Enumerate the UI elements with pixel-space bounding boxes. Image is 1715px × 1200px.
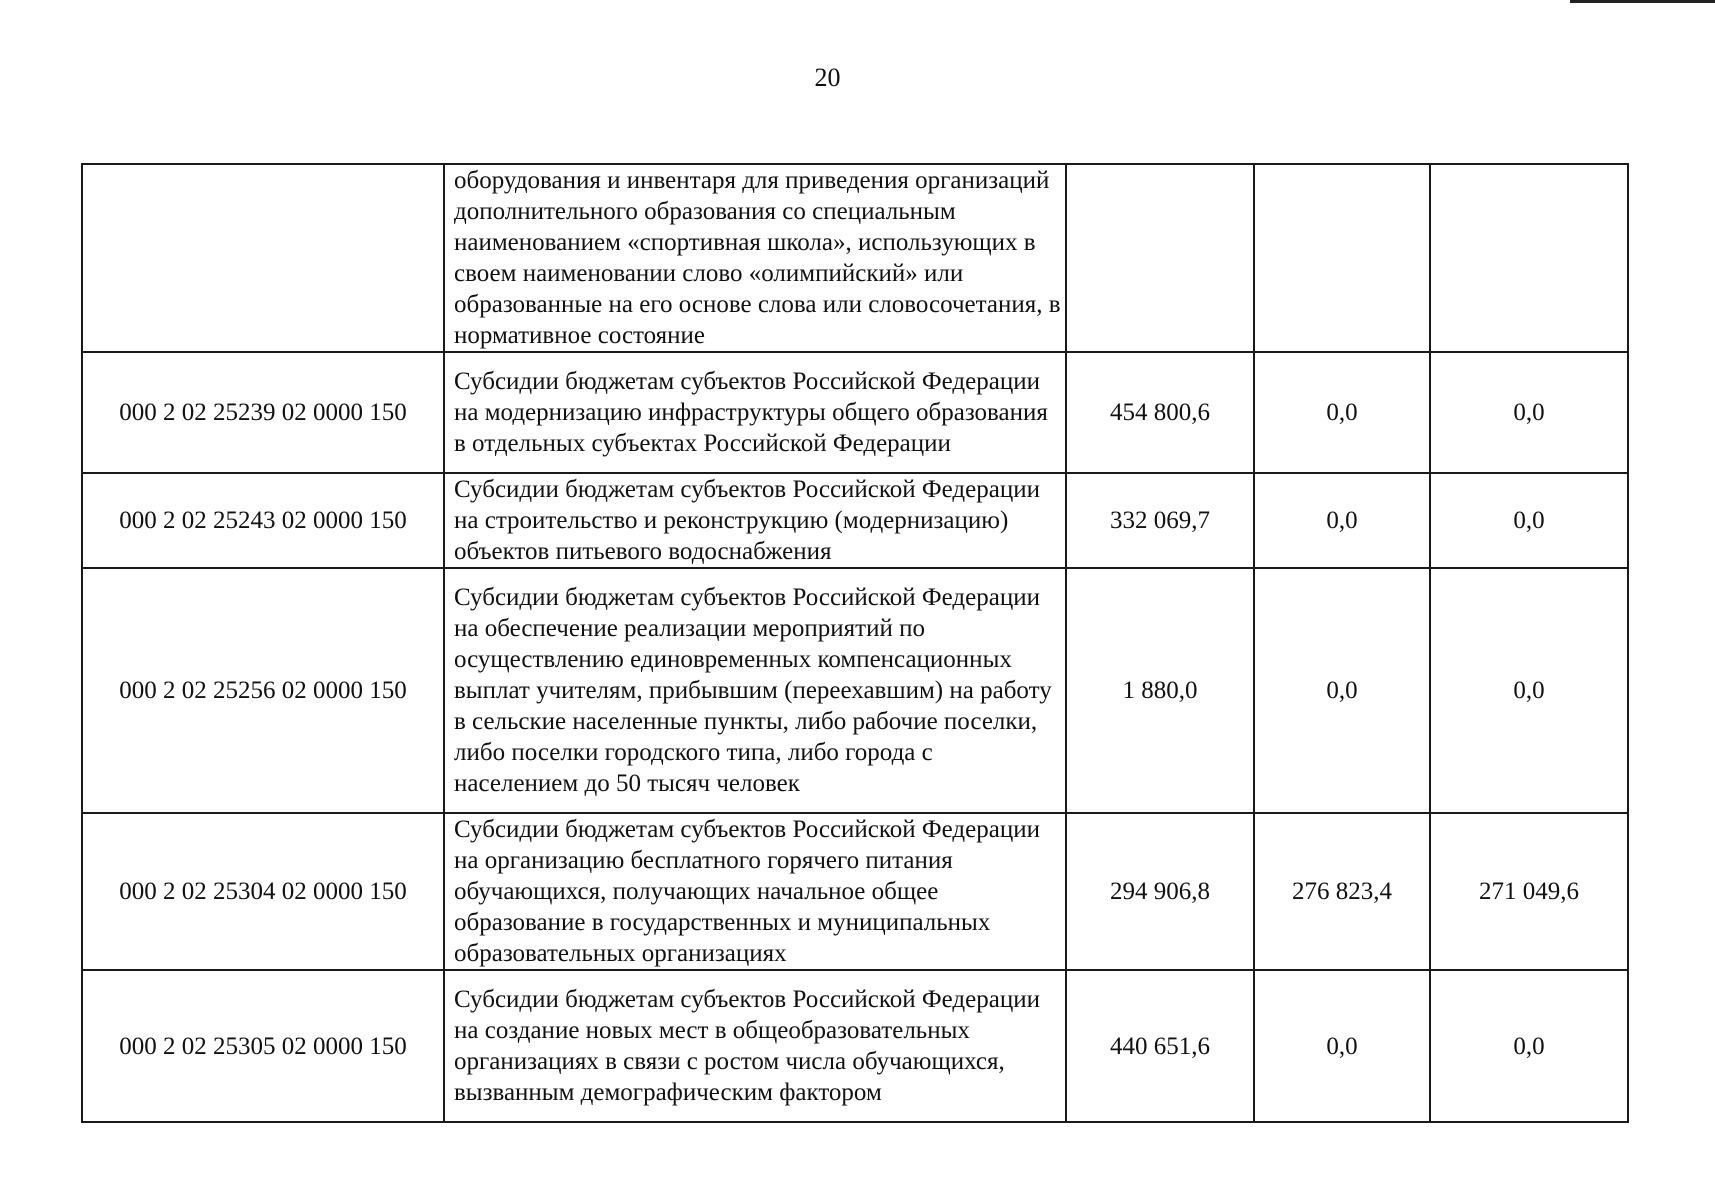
page-number: 20 (814, 63, 841, 92)
amount-year-3-cell: 0,0 (1430, 568, 1628, 813)
amount-year-2-cell: 0,0 (1254, 970, 1430, 1122)
table-row (82, 970, 1628, 1122)
table-row (82, 164, 1628, 352)
amount-year-3-cell (1430, 164, 1628, 352)
description-cell: Субсидии бюджетам субъектов Российской Федерации на обеспечение реализации мероприятий по осуществлению единовременных компенсационных выплат учителям, прибывшим (переехавшим) на работу в сельские населенные пункты, либо рабочие поселки, либо поселки городского типа, либо города с населением до 50 тысяч человек (444, 568, 1066, 813)
budget-code-cell: 000 2 02 25304 02 0000 150 (82, 813, 444, 970)
amount-year-1-cell: 294 906,8 (1066, 813, 1254, 970)
amount-year-1-cell: 440 651,6 (1066, 970, 1254, 1122)
description-cell: Субсидии бюджетам субъектов Российской Федерации на строительство и реконструкцию (модернизацию) объектов питьевого водоснабжения (444, 473, 1066, 568)
table-row (82, 473, 1628, 568)
amount-year-3-cell: 0,0 (1430, 473, 1628, 568)
amount-year-2-cell (1254, 164, 1430, 352)
amount-year-3-cell: 0,0 (1430, 352, 1628, 473)
amount-year-2-cell: 0,0 (1254, 473, 1430, 568)
budget-revenue-table (81, 163, 1629, 1123)
amount-year-1-cell: 1 880,0 (1066, 568, 1254, 813)
table-row (82, 813, 1628, 970)
amount-year-1-cell (1066, 164, 1254, 352)
budget-code-cell: 000 2 02 25256 02 0000 150 (82, 568, 444, 813)
scan-edge-mark (1570, 0, 1715, 3)
amount-year-2-cell: 0,0 (1254, 352, 1430, 473)
amount-year-1-cell: 454 800,6 (1066, 352, 1254, 473)
budget-code-cell: 000 2 02 25243 02 0000 150 (82, 473, 444, 568)
description-cell: оборудования и инвентаря для приведения организаций дополнительного образования со специальным наименованием «спортивная школа», использующих в своем наименовании слово «олимпийский» или образованные на его основе слова или словосочетания, в нормативное состояние (444, 164, 1066, 352)
budget-code-cell (82, 164, 444, 352)
description-cell: Субсидии бюджетам субъектов Российской Федерации на модернизацию инфраструктуры общего образования в отдельных субъектах Российской Федерации (444, 352, 1066, 473)
table-row (82, 568, 1628, 813)
amount-year-3-cell: 0,0 (1430, 970, 1628, 1122)
amount-year-3-cell: 271 049,6 (1430, 813, 1628, 970)
description-cell: Субсидии бюджетам субъектов Российской Федерации на организацию бесплатного горячего питания обучающихся, получающих начальное общее образование в государственных и муниципальных образовательных организациях (444, 813, 1066, 970)
table-row (82, 352, 1628, 473)
amount-year-1-cell: 332 069,7 (1066, 473, 1254, 568)
amount-year-2-cell: 276 823,4 (1254, 813, 1430, 970)
description-cell: Субсидии бюджетам субъектов Российской Федерации на создание новых мест в общеобразовательных организациях в связи с ростом числа обучающихся, вызванным демографическим фактором (444, 970, 1066, 1122)
amount-year-2-cell: 0,0 (1254, 568, 1430, 813)
budget-code-cell: 000 2 02 25239 02 0000 150 (82, 352, 444, 473)
budget-code-cell: 000 2 02 25305 02 0000 150 (82, 970, 444, 1122)
